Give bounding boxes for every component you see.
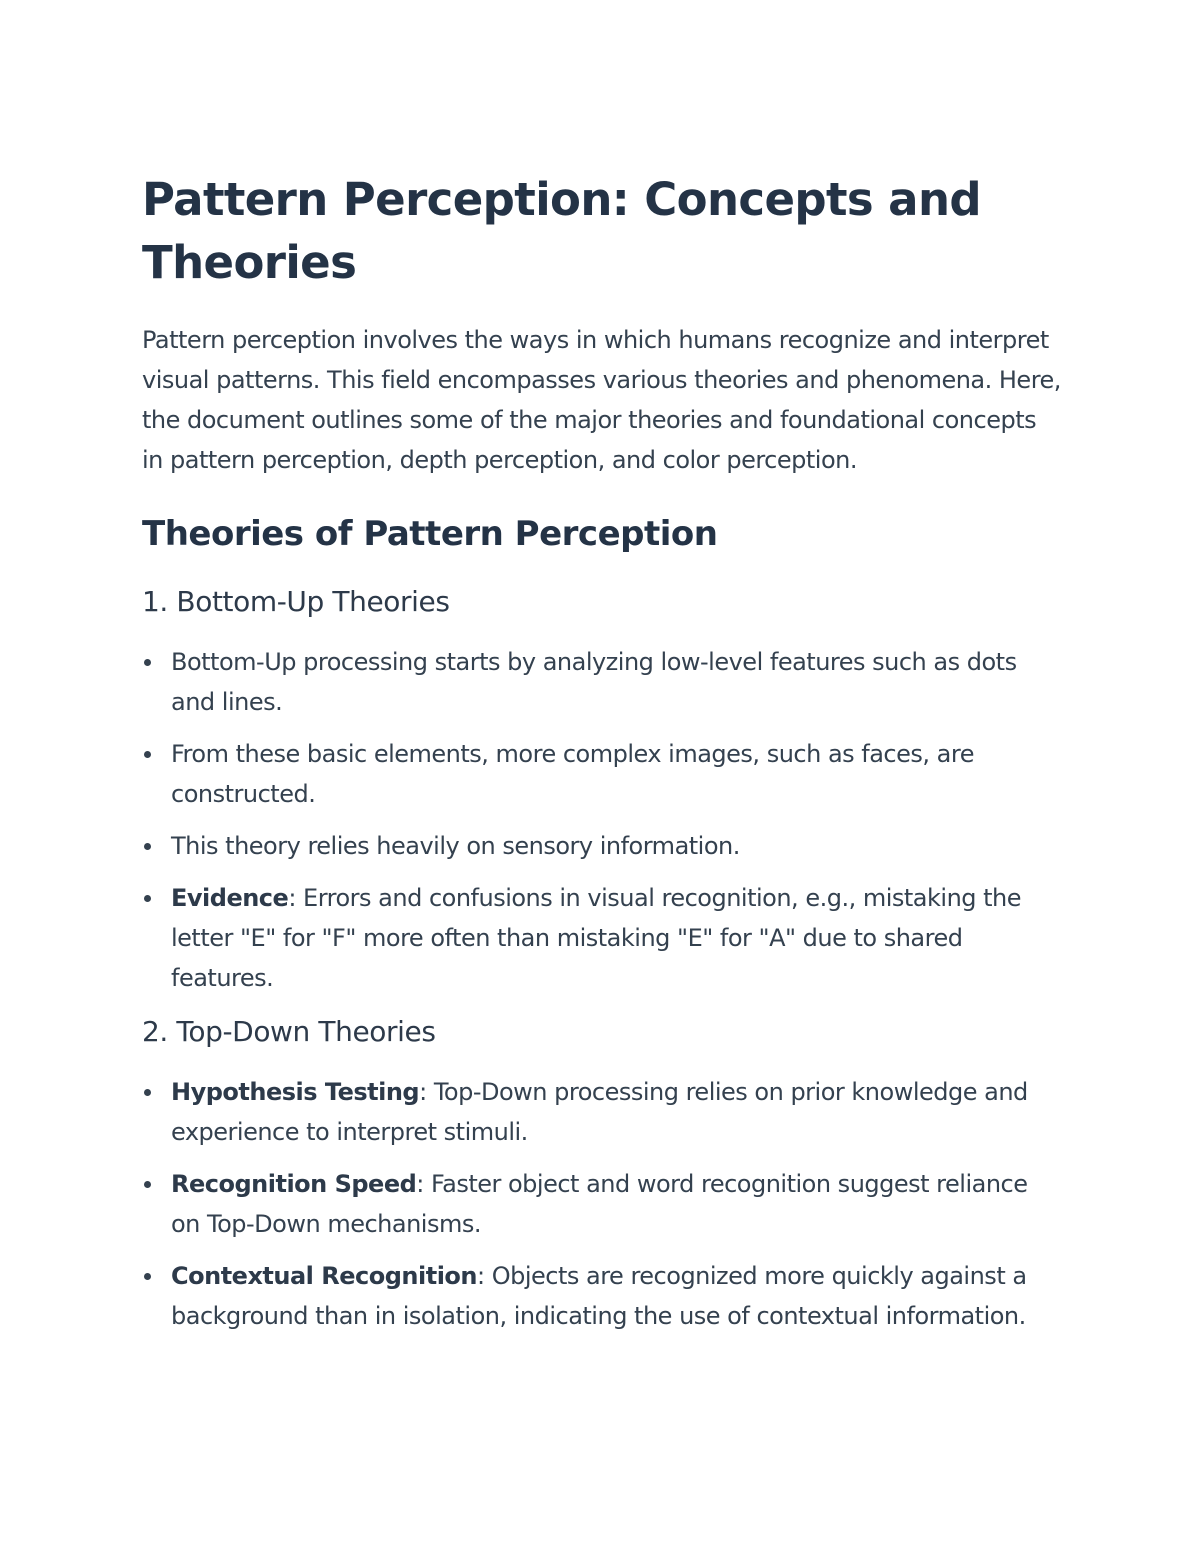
- list-item: [142, 1256, 1062, 1336]
- item-label: Evidence: [171, 884, 289, 912]
- item-text: : Top-Down processing relies on prior knowledge and experience to interpret stimuli.: [171, 1078, 1028, 1146]
- list-item: [142, 642, 1062, 722]
- list-item: [142, 1072, 1062, 1152]
- list-item: [142, 878, 1062, 998]
- top-down-list: [142, 1072, 1062, 1336]
- item-label: Recognition Speed: [171, 1170, 417, 1198]
- subsection-heading-bottom-up: 1. Bottom-Up Theories: [142, 585, 450, 618]
- item-text: Bottom-Up processing starts by analyzing low-level features such as dots and lines.: [171, 648, 1017, 716]
- section-heading: Theories of Pattern Perception: [142, 514, 718, 554]
- item-text: : Objects are recognized more quickly against a background than in isolation, indicating the use of contextual information.: [171, 1262, 1027, 1330]
- list-item: [142, 734, 1062, 814]
- subsection-heading-top-down: 2. Top-Down Theories: [142, 1015, 436, 1048]
- item-label: Contextual Recognition: [171, 1262, 477, 1290]
- item-text: : Faster object and word recognition suggest reliance on Top-Down mechanisms.: [171, 1170, 1028, 1238]
- bottom-up-list: [142, 642, 1062, 998]
- item-text: This theory relies heavily on sensory information.: [171, 832, 740, 860]
- intro-paragraph: Pattern perception involves the ways in which humans recognize and interpret visual patterns. This field encompasses various theories and phenomena. Here, the document outlines some of the major theories and foundational concepts in pattern perception, depth perception, and color perception.: [142, 326, 1061, 474]
- list-item: [142, 1164, 1062, 1244]
- list-item: [142, 826, 1062, 866]
- document-title: Pattern Perception: Concepts and Theories: [142, 173, 981, 289]
- document-page: [142, 168, 1062, 1348]
- item-text: From these basic elements, more complex images, such as faces, are constructed.: [171, 740, 974, 808]
- item-label: Hypothesis Testing: [171, 1078, 420, 1106]
- item-text: : Errors and confusions in visual recognition, e.g., mistaking the letter "E" for "F" more often than mistaking "E" for "A" due to shared features.: [171, 884, 1022, 992]
